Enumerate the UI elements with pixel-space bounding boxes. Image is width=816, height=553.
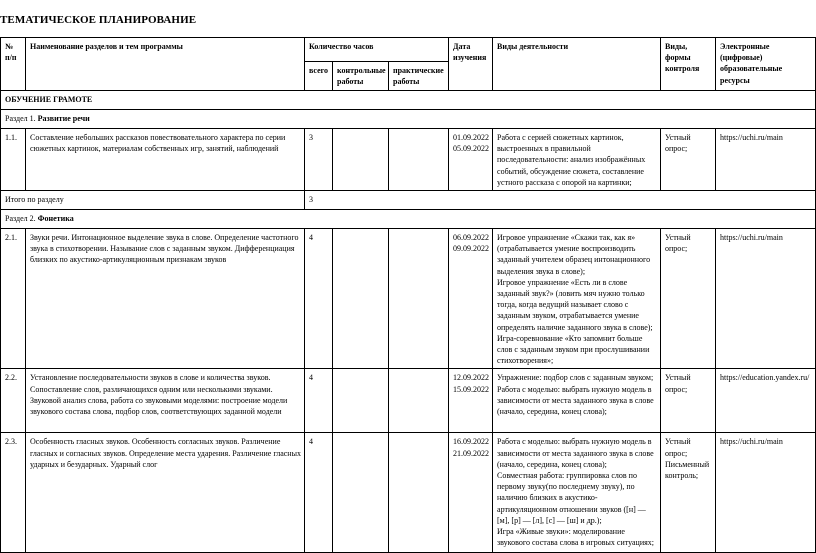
row11-num: 1.1. xyxy=(1,129,26,191)
row23-control: Устный опрос; Письменный контроль; xyxy=(661,433,716,553)
row21-name: Звуки речи. Интонационное выделение звука в слове. Определение частотного звука в стихотворении. Называние слов с заданным звуком. Дифференциация близких по акустико-артикуляционным признакам звуков xyxy=(26,229,305,369)
row22-name: Установление последовательности звуков в слове и количества звуков. Сопоставление слов, различающихся одним или несколькими звуками. Звуковой анализ слова, работа со звуковыми моделями: построение модели звукового состава слова, подбор слов, соответствующих заданной модели xyxy=(26,369,305,433)
planning-table xyxy=(0,37,816,553)
subtotal-value: 3 xyxy=(305,191,816,210)
section1-heading xyxy=(1,110,816,129)
section-main: ОБУЧЕНИЕ ГРАМОТЕ xyxy=(1,91,816,110)
row21-num: 2.1. xyxy=(1,229,26,369)
row22-num: 2.2. xyxy=(1,369,26,433)
row11-name: Составление небольших рассказов повествовательного характера по серии сюжетных картинок, материалам собственных игр, занятий, наблюдений xyxy=(26,129,305,191)
row22-resource: https://education.yandex.ru/ xyxy=(716,369,816,433)
row23-num: 2.3. xyxy=(1,433,26,553)
section-main-row xyxy=(1,91,816,110)
header-hours: Количество часов xyxy=(305,38,449,62)
header-practical: практические работы xyxy=(389,62,449,91)
row11-activities: Работа с серией сюжетных картинок, выстроенных в правильной последовательности: анализ изображённых событий, обсуждение сюжета, составление устного рассказа с опорой на картинки; xyxy=(493,129,661,191)
section1-prefix: Раздел 1. xyxy=(5,114,38,123)
header-date: Дата изучения xyxy=(449,38,493,91)
row23-total: 4 xyxy=(305,433,333,553)
section1-name: Развитие речи xyxy=(37,114,90,123)
row22-control-works xyxy=(333,369,389,433)
row11-date: 01.09.2022 05.09.2022 xyxy=(449,129,493,191)
section1-row xyxy=(1,110,816,129)
header-row xyxy=(1,38,816,62)
row21-practical-works xyxy=(389,229,449,369)
row23-control-works xyxy=(333,433,389,553)
header-control: контрольные работы xyxy=(333,62,389,91)
section2-row xyxy=(1,210,816,229)
row11-practical-works xyxy=(389,129,449,191)
row23-activities: Работа с моделью: выбрать нужную модель в зависимости от места заданного звука в слове (начало, середина, конец слова); Совместная работа: группировка слов по первому звуку(по последнему звуку), по наличию близких в акустико-артикуляционном отношении звуков ([н] — [м], [р] — [л], [с] — [ш] и др.); Игра «Живые звуки»: моделирование звукового состава слова в игровых ситуациях; xyxy=(493,433,661,553)
row23-resource: https://uchi.ru/main xyxy=(716,433,816,553)
row23-date: 16.09.2022 21.09.2022 xyxy=(449,433,493,553)
row11-control-works xyxy=(333,129,389,191)
row11-control: Устный опрос; xyxy=(661,129,716,191)
row11-resource: https://uchi.ru/main xyxy=(716,129,816,191)
row11-total: 3 xyxy=(305,129,333,191)
page-title: ТЕМАТИЧЕСКОЕ ПЛАНИРОВАНИЕ xyxy=(0,14,197,26)
row21-date: 06.09.2022 09.09.2022 xyxy=(449,229,493,369)
section2-heading xyxy=(1,210,816,229)
header-num: № п/п xyxy=(1,38,26,91)
header-activities: Виды деятельности xyxy=(493,38,661,91)
row21-control-works xyxy=(333,229,389,369)
header-resources: Электронные (цифровые) образовательные ресурсы xyxy=(716,38,816,91)
header-total: всего xyxy=(305,62,333,91)
table-row xyxy=(1,369,816,433)
row21-activities: Игровое упражнение «Скажи так, как я» (отрабатывается умение воспроизводить заданный учителем образец интонационного выделения звука в слове); Игровое упражнение «Есть ли в слове заданный звук?» (ловить мяч нужно только тогда, когда ведущий называет слово с заданным звуком, отрабатывается умение определять наличие заданного звука в слове); Игра-соревнование «Кто запомнит больше слов с заданным звуком при прослушивании стихотворения»; xyxy=(493,229,661,369)
row23-practical-works xyxy=(389,433,449,553)
row22-activities: Упражнение: подбор слов с заданным звуком; Работа с моделью: выбрать нужную модель в зависимости от места заданного звука в слове (начало, середина, конец слова); xyxy=(493,369,661,433)
subtotal-label: Итого по разделу xyxy=(1,191,305,210)
row21-total: 4 xyxy=(305,229,333,369)
table-row xyxy=(1,229,816,369)
row21-control: Устный опрос; xyxy=(661,229,716,369)
header-control-forms: Виды, формы контроля xyxy=(661,38,716,91)
row22-control: Устный опрос; xyxy=(661,369,716,433)
table-row xyxy=(1,129,816,191)
section2-name: Фонетика xyxy=(37,214,74,224)
row22-date: 12.09.2022 15.09.2022 xyxy=(449,369,493,433)
section2-prefix: Раздел 2. xyxy=(5,214,38,224)
row22-practical-works xyxy=(389,369,449,433)
row21-resource: https://uchi.ru/main xyxy=(716,229,816,369)
subtotal-row xyxy=(1,191,816,210)
header-name: Наименование разделов и тем программы xyxy=(26,38,305,91)
table-row xyxy=(1,433,816,553)
row22-total: 4 xyxy=(305,369,333,433)
row23-name: Особенность гласных звуков. Особенность согласных звуков. Различение гласных и согласных звуков. Определение места ударения. Различение гласных ударных и безударных. Ударный слог xyxy=(26,433,305,553)
